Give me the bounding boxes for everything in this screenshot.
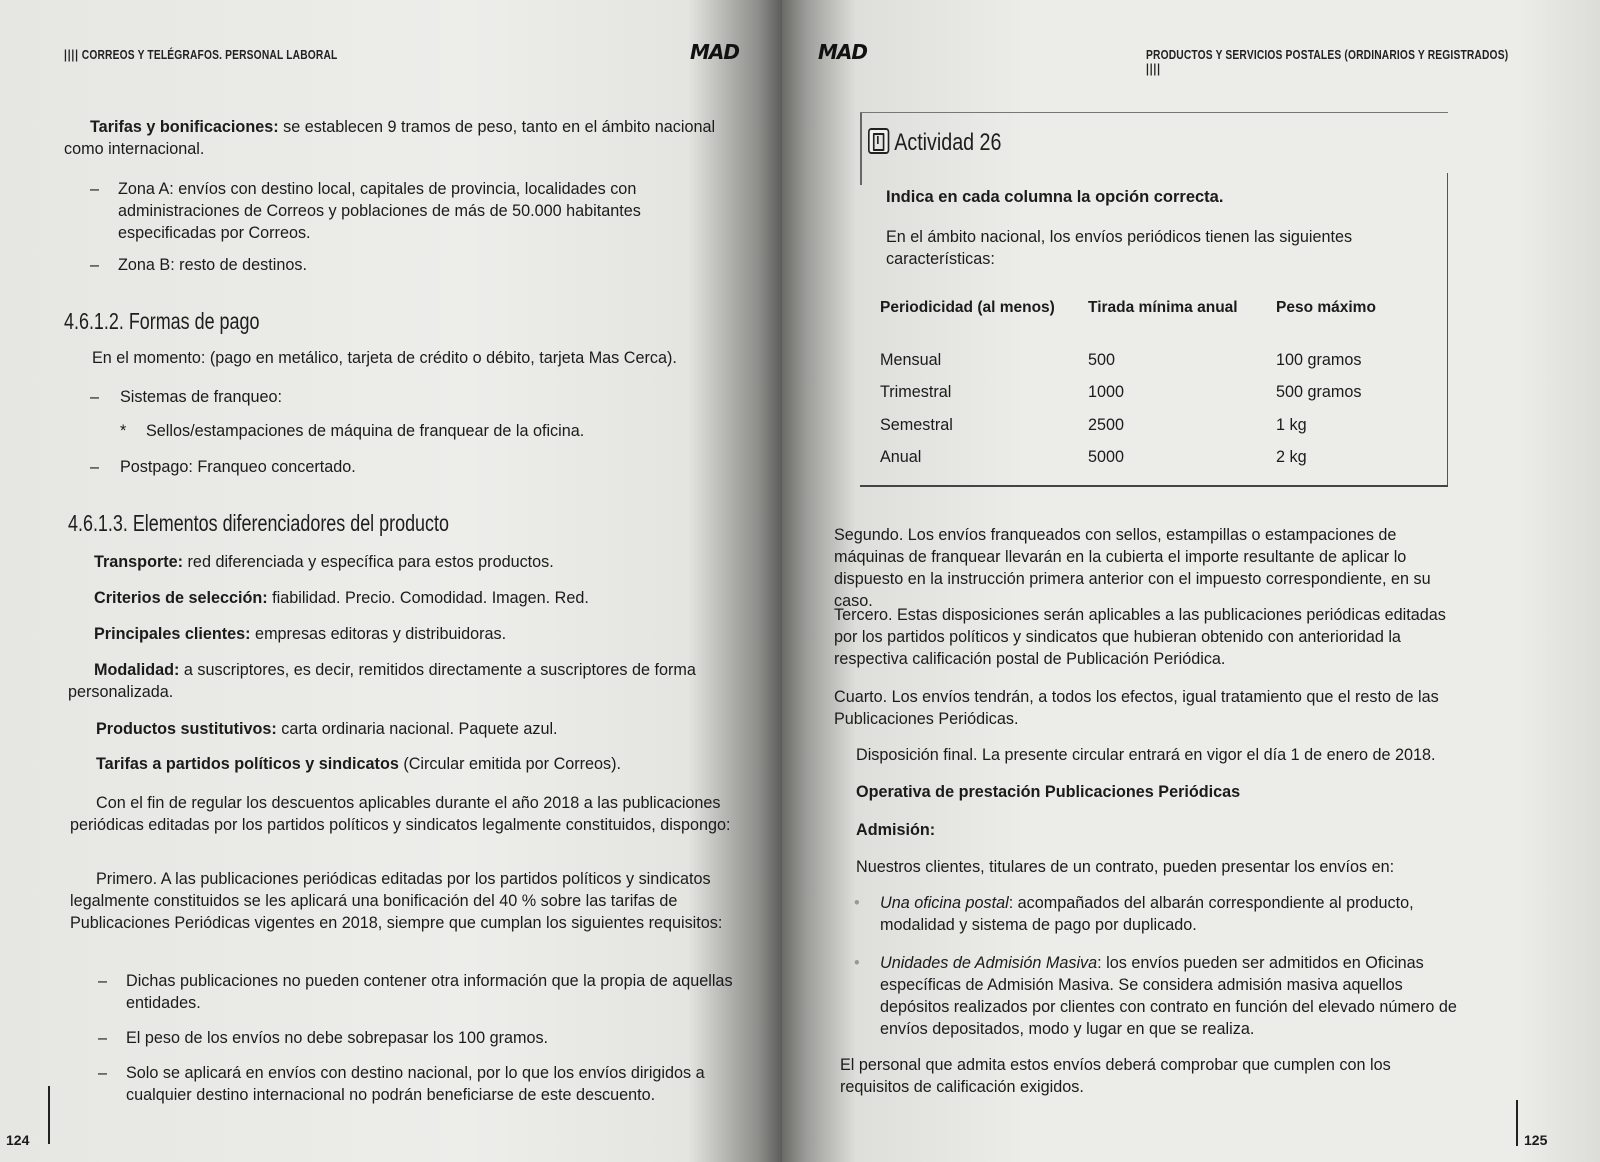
requisito-2: – El peso de los envíos no debe sobrepasar los 100 gramos.: [98, 1029, 549, 1047]
section-heading-elementos: 4.6.1.3. Elementos diferenciadores del producto: [68, 510, 449, 536]
tarifas-text: se establecen 9 tramos de peso, tanto en el ámbito nacional como internacional.: [64, 118, 716, 158]
elemento-criterios: Criterios de selección: fiabilidad. Precio. Comodidad. Imagen. Red.: [94, 589, 589, 607]
left-page: [0, 0, 782, 1162]
bullet-admision-masiva: • Unidades de Admisión Masiva: los envíos pueden ser admitidos en Oficinas específicas de Admisión Masiva. Se considera admisión masiva aquellos depósitos realizados por clientes con contrato en función del elevado número de envíos depositados, modo y lugar en que se realiza.: [854, 954, 1457, 1038]
left-page-rule: [48, 1086, 50, 1144]
left-running-header: [64, 48, 337, 62]
table-header-row: [880, 294, 1466, 322]
tercero-paragraph: Tercero. Estas disposiciones serán aplicables a las publicaciones periódicas editadas por los partidos políticos y sindicatos que hubieran obtenido con anterioridad la respectiva calificación postal de Publicación Periódica.: [834, 606, 1446, 668]
table-row: Semestral 2500 1 kg: [880, 415, 1307, 434]
activity-instruction: Indica en cada columna la opción correcta.: [886, 188, 1224, 206]
primero-paragraph: Primero. A las publicaciones periódicas editadas por los partidos políticos y sindicatos legalmente constituidos se les aplicará una bonificación del 40 % sobre las tarifas de Publicaciones Periódicas vigentes en 2018, siempre que cumplan los siguientes requisitos:: [70, 870, 723, 932]
cuarto-paragraph: Cuarto. Los envíos tendrán, a todos los efectos, igual tratamiento que el resto de las Publicaciones Periódicas.: [834, 688, 1439, 728]
tarifas-label: Tarifas y bonificaciones:: [90, 118, 279, 136]
periodicos-table: [880, 294, 1466, 474]
elemento-sustitutivos: Productos sustitutivos: carta ordinaria nacional. Paquete azul.: [96, 720, 558, 738]
sellos-item: * Sellos/estampaciones de máquina de franquear de la oficina.: [120, 422, 585, 440]
momento-paragraph: En el momento: (pago en metálico, tarjeta de crédito o débito, tarjeta Mas Cerca).: [92, 349, 677, 367]
left-page-number: 124: [6, 1132, 30, 1148]
disposicion-paragraph: Disposición final. La presente circular entrará en vigor el día 1 de enero de 2018.: [856, 746, 1436, 764]
bullet-oficina-postal: • Una oficina postal: acompañados del albarán correspondiente al producto, modalidad y sistema de pago por duplicado.: [854, 894, 1414, 934]
admision-heading: Admisión:: [856, 821, 936, 839]
circular-intro: Con el fin de regular los descuentos aplicables durante el año 2018 a las publicaciones periódicas editadas por los partidos políticos y sindicatos legalmente constituidos, dispongo:: [70, 794, 731, 834]
elemento-modalidad: Modalidad: a suscriptores, es decir, remitidos directamente a suscriptores de forma personalizada.: [68, 661, 696, 701]
publisher-logo-right: MAD: [818, 40, 867, 64]
sistemas-item: – Sistemas de franqueo:: [90, 388, 282, 406]
zona-a-item: – Zona A: envíos con destino local, capitales de provincia, localidades con administraciones de Correos y poblaciones de más de 50.000 habitantes especificadas por Correos.: [90, 180, 641, 242]
column-header: Periodicidad (al menos): [880, 299, 1055, 316]
right-page-number: 125: [1524, 1132, 1548, 1148]
sellos-text: Sellos/estampaciones de máquina de franquear de la oficina.: [146, 422, 585, 440]
right-header-title: PRODUCTOS Y SERVICIOS POSTALES (ORDINARIOS Y REGISTRADOS): [1146, 48, 1509, 62]
requisito-1: – Dichas publicaciones no pueden contener otra información que la propia de aquellas entidades.: [98, 972, 733, 1012]
operativa-heading: Operativa de prestación Publicaciones Periódicas: [856, 783, 1241, 801]
tarifas-paragraph: [64, 116, 744, 160]
right-page-rule: [1516, 1100, 1518, 1146]
elemento-tarifas-partidos: Tarifas a partidos políticos y sindicatos (Circular emitida por Correos).: [96, 755, 622, 773]
elemento-transporte: Transporte: red diferenciada y específica para estos productos.: [94, 553, 554, 571]
column-header: Tirada mínima anual: [1088, 299, 1238, 316]
column-header: Peso máximo: [1276, 299, 1376, 316]
segundo-paragraph: Segundo. Los envíos franqueados con sellos, estampillas o estampaciones de máquinas de franquear llevarán en la cubierta el importe resultante de aplicar lo dispuesto en la instrucción primera anterior con el impuesto correspondiente, en su caso.: [834, 526, 1431, 610]
postpago-text: Postpago: Franqueo concertado.: [120, 458, 356, 476]
table-row: Trimestral 1000 500 gramos: [880, 383, 1362, 402]
header-bars: ||||: [64, 48, 79, 62]
personal-paragraph: El personal que admita estos envíos deberá comprobar que cumplen con los requisitos de calificación exigidos.: [840, 1056, 1391, 1096]
clientes-paragraph: Nuestros clientes, titulares de un contrato, pueden presentar los envíos en:: [856, 858, 1395, 876]
activity-intro: En el ámbito nacional, los envíos periódicos tienen las siguientes características:: [886, 228, 1353, 268]
table-row: Mensual 500 100 gramos: [880, 350, 1362, 369]
header-bars-right: ||||: [1146, 62, 1161, 76]
section-heading-formas-pago: 4.6.1.2. Formas de pago: [64, 308, 260, 334]
activity-title-text: Actividad 26: [894, 129, 1002, 156]
postpago-item: – Postpago: Franqueo concertado.: [90, 458, 356, 476]
zona-b-item: – Zona B: resto de destinos.: [90, 256, 307, 274]
activity-book-icon: [868, 128, 889, 154]
elemento-clientes: Principales clientes: empresas editoras y distribuidoras.: [94, 625, 507, 643]
activity-title: [868, 128, 1001, 157]
publisher-logo: MAD: [690, 40, 739, 64]
left-header-title: CORREOS Y TELÉGRAFOS. PERSONAL LABORAL: [81, 48, 338, 62]
table-row: Anual 5000 2 kg: [880, 448, 1307, 467]
zona-a-text: Zona A: envíos con destino local, capitales de provincia, localidades con administraciones de Correos y poblaciones de más de 50.000 habitantes especificadas por Correos.: [118, 180, 641, 242]
right-running-header: [1146, 48, 1518, 76]
sistemas-text: Sistemas de franqueo:: [120, 388, 282, 406]
zona-b-text: Zona B: resto de destinos.: [118, 256, 307, 274]
requisito-3: – Solo se aplicará en envíos con destino nacional, por lo que los envíos dirigidos a cualquier destino internacional no podrán beneficiarse de este descuento.: [98, 1064, 705, 1104]
